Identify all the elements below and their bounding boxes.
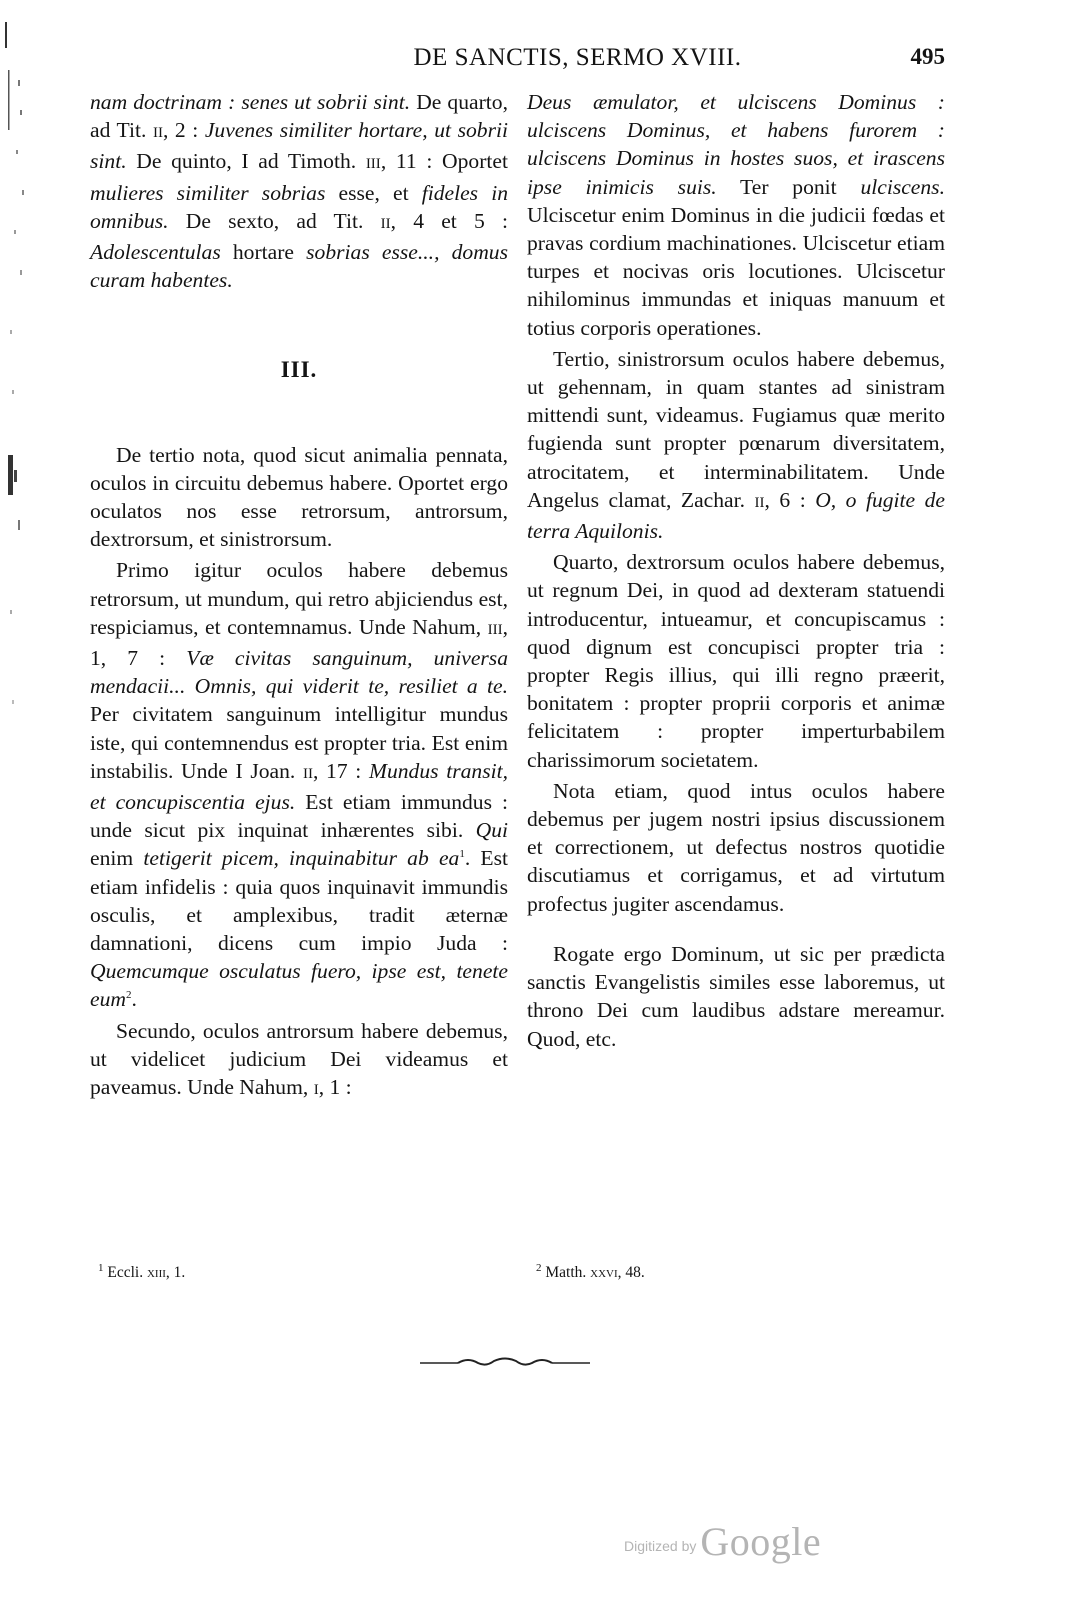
footnote-ref: 1 (459, 848, 465, 861)
footnote-ref: 2 (125, 989, 132, 1002)
page-header (90, 44, 945, 78)
scan-margin-marks (0, 0, 40, 800)
paragraph: nam doctrinam : senes ut sobrii sint. De quarto, ad Tit. II, 2 : Juvenes similiter hortare, ut sobrii sint. De quinto, I ad Timoth. III, 11 : Oportet mulieres similiter sobrias esse, et fideles in omnibus. De sexto, ad Tit. II, 4 et 5 : Adolescentulas hortare sobrias esse..., domus curam habentes. (90, 90, 509, 293)
paragraph: Primo igitur oculos habere debemus retrorsum, ut mundum, qui retro abjiciendus est, respiciamus, et contemnamus. Unde Nahum, III, 1, 7 : Væ civitas sanguinum, universa mendacii... Omnis, qui viderit te, resiliet a te. Per civitatem sanguinum intelligitur mundus iste, qui contemnendus est propter tria. Est enim instabilis. Unde I Joan. II, 17 : Mundus transit, et concupiscentia ejus. Est etiam immundus : unde sicut pix inquinat inhærentes sibi. Qui enim tetigerit picem, inquinabitur ab $ea^1$. Est etiam infidelis : quia quos inquinavit immundis osculis, et amplexibus, tradit æternæ damnationi, dicens cum impio Juda : Quemcumque osculatus fuero, ipse est, tenete eum$^2$. (90, 558, 509, 1012)
paragraph: Nota etiam, quod intus oculos habere debemus per jugem nostri ipsius discussionem et correctionem, ut defectus nostros quotidie discutiamus et corrigamus, et ad virtutum profectus jugiter ascendamus. (527, 778, 945, 916)
right-column (527, 88, 945, 1056)
page-number: 495 (910, 44, 945, 69)
footnote-right: $^2$ Matth. XXVI, 48. (536, 1261, 645, 1281)
google-logo: Google (700, 1519, 822, 1564)
paragraph: Rogate ergo Dominum, ut sic per prædicta sanctis Evangelistis similes esse laboremus, ut throno Dei cum laudibus adstare mereamur. Quod, etc. (527, 941, 945, 1051)
paragraph: De tertio nota, quod sicut animalia pennata, oculos in circuitu debemus habere. Oportet ergo oculatos nos esse retrorsum, antrorsum, dextrorsum, et sinistrorsum. (90, 442, 508, 552)
left-column (90, 88, 508, 1107)
section-numeral: III. (280, 357, 318, 383)
footnote-left: $^1$ Eccli. XIII, 1. (98, 1261, 186, 1281)
paragraph: Deus æmulator, et ulciscens Dominus : ulciscens Dominus, et habens furorem : ulciscens Dominus in hostes suos, et irascens ipse inimicis suis. Ter ponit ulciscens. Ulciscetur enim Dominus in die judicii fœdas et pravas cordium machinationes. Ulciscetur etiam turpes et nocivas oris locutiones. Ulciscetur nihilominus immundas et iniquas manuum et totius corporis operationes. (527, 90, 945, 340)
digitized-by-watermark: Digitized by Google (624, 1519, 822, 1564)
paragraph: Quarto, dextrorsum oculos habere debemus, ut regnum Dei, in quod ad dexteram statuendi introducentur, intueamur, et concupiscamus : quod dignum est concupisci propter tria : propter Regis illius, qui illi regno præerit, bonitatem : propter proprii corporis et animæ felicitatem : propter imperturbabilem charissimorum societatem. (527, 550, 945, 772)
running-title: DE SANCTIS, SERMO XVIII. (413, 44, 742, 71)
end-ornament (420, 1356, 590, 1370)
paragraph: Secundo, oculos antrorsum habere debemus, ut videlicet judicium Dei videamus et paveamus. Unde Nahum, I, 1 : (90, 1018, 508, 1100)
paragraph: Tertio, sinistrorsum oculos habere debemus, ut gehennam, in quam stantes ad sinistram mittendi sunt, videamus. Fugiamus quæ merito fugienda sunt propter pœnarum diversitatem, atrocitatem, et interminabilitatem. Unde Angelus clamat, Zachar. II, 6 : O, o fugite de terra Aquilonis. (527, 346, 945, 544)
